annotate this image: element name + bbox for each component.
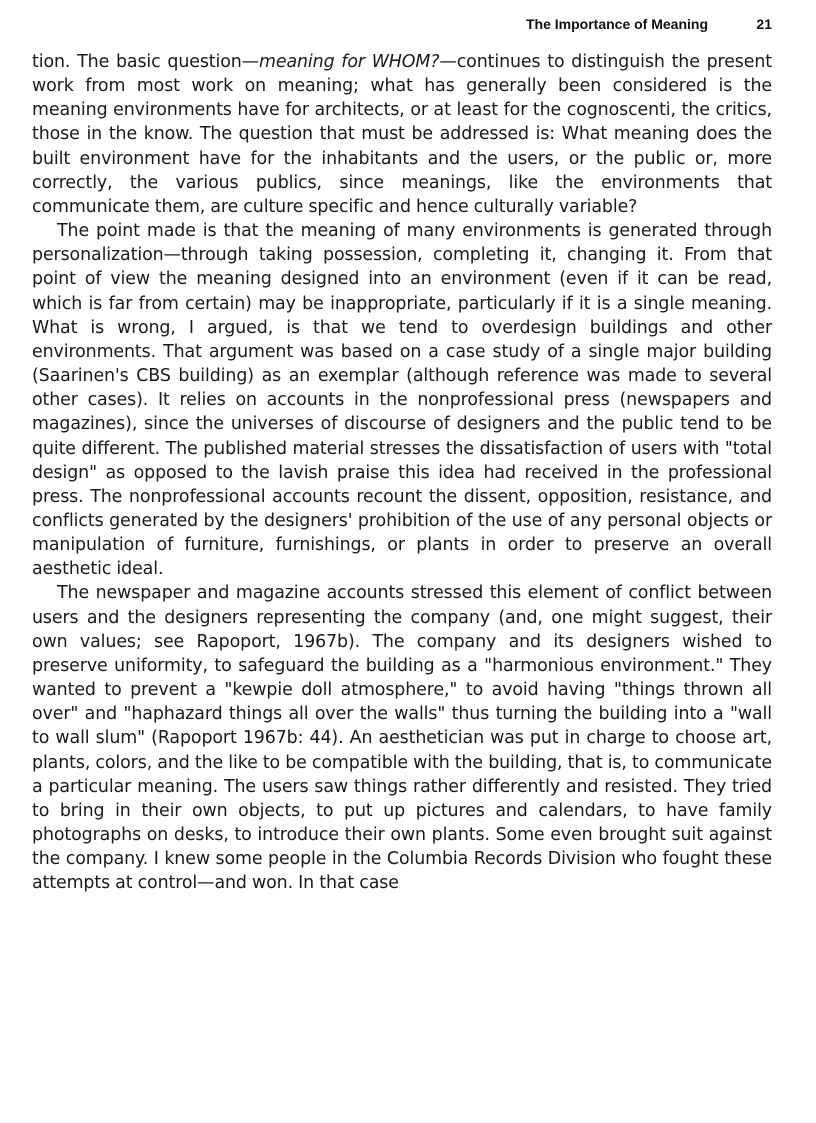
paragraph-1-italic: meaning for WHOM? <box>259 52 440 72</box>
body-text <box>32 50 772 895</box>
paragraph-3: The newspaper and magazine accounts stressed this element of conflict between users and the designers representing the company (and, one might suggest, their own values; see Rapoport, 1967b). The company and its designers wished to preserve uniformity, to safeguard the building as a "harmonious environment." They wanted to prevent a "kewpie doll atmosphere," to avoid having "things thrown all over" and "haphazard things all over the walls" thus turning the building into a "wall to wall slum" (Rapoport 1967b: 44). An aesthetician was put in charge to choose art, plants, colors, and the like to be compatible with the building, that is, to communicate a particular meaning. The users saw things rather differently and resisted. They tried to bring in their own objects, to put up pictures and calendars, to have family photographs on desks, to introduce their own plants. Some even brought suit against the company. I knew some people in the Columbia Records Division who fought these attempts at control—and won. In that case <box>32 583 772 894</box>
paragraph-2: The point made is that the meaning of many environments is generated through personalization—through taking possession, completing it, changing it. From that point of view the meaning designed into an environment (even if it can be read, which is far from certain) may be inappropriate, particularly if it is a single meaning. What is wrong, I argued, is that we tend to overdesign buildings and other environments. That argument was based on a case study of a single major building (Saarinen's CBS building) as an exemplar (although reference was made to several other cases). It relies on accounts in the nonprofessional press (newspapers and magazines), since the universes of discourse of designers and the public tend to be quite different. The published material stresses the dissatisfaction of users with "total design" as opposed to the lavish praise this idea had received in the professional press. The nonprofessional accounts recount the dissent, opposition, resistance, and conflicts generated by the designers' prohibition of the use of any personal objects or manipulation of furniture, furnishings, or plants in order to preserve an overall aesthetic ideal. <box>32 221 772 580</box>
page-number: 21 <box>756 16 772 32</box>
paragraph-1-start: tion. The basic question— <box>32 52 260 72</box>
paragraph-1 <box>32 50 772 219</box>
book-page <box>32 12 772 895</box>
running-header <box>32 12 772 42</box>
running-title: The Importance of Meaning <box>525 16 708 32</box>
paragraph-1-end: —continues to distinguish the present work from most work on meaning; what has generally been considered is the meaning environments have for architects, or at least for the cognoscenti, the critics, those in the know. The question that must be addressed is: What meaning does the built environment have for the inhabitants and the users, or the public or, more correctly, the various publics, since meanings, like the environments that communicate them, are culture specific and hence culturally variable? <box>32 52 772 217</box>
